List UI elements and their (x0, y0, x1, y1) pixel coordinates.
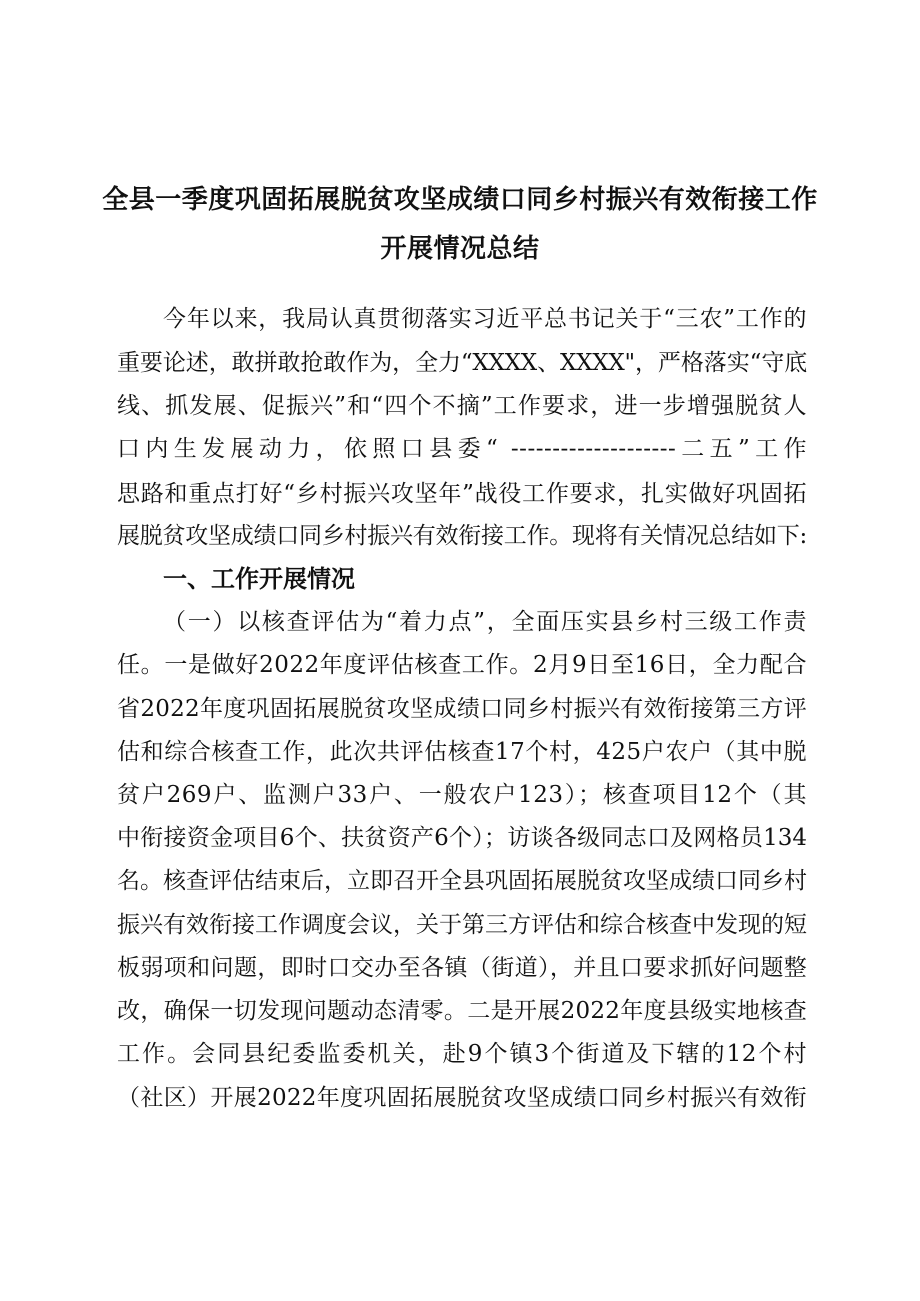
paragraph-2-line-7: 名。核查评估结束后，立即召开全县巩固拓展脱贫攻坚成绩口同乡村 (117, 868, 807, 894)
paragraph-2-line-8: 振兴有效衔接工作调度会议，关于第三方评估和综合核查中发现的短 (117, 912, 807, 938)
paragraph-2-line-12: （社区）开展2022年度巩固拓展脱贫攻坚成绩口同乡村振兴有效衔 (117, 1085, 807, 1111)
paragraph-1-line-5: 思路和重点打好“乡村振兴攻坚年”战役工作要求，扎实做好巩固拓 (117, 481, 807, 507)
paragraph-2-line-1: （一）以核查评估为“着力点”，全面压实县乡村三级工作责 (163, 609, 807, 635)
paragraph-1-line-4: 口内生发展动力，依照口县委“ --------------------二五”工作 (117, 436, 807, 462)
paragraph-2-line-10: 改，确保一切发现问题动态清零。二是开展2022年度县级实地核查 (117, 998, 807, 1024)
paragraph-1-line-3: 线、抓发展、促振兴”和“四个不摘”工作要求，进一步增强脱贫人 (117, 393, 807, 419)
paragraph-2-line-4: 估和综合核查工作，此次共评估核查17个村，425户农户（其中脱 (117, 739, 807, 765)
paragraph-2-line-11: 工作。会同县纪委监委机关，赴9个镇3个街道及下辖的12个村 (117, 1041, 807, 1067)
paragraph-1-line-2: 重要论述，敢拼敢抢敢作为，全力“XXXX、XXXX"，严格落实“守底 (117, 350, 807, 376)
paragraph-2-line-6: 中衔接资金项目6个、扶贫资产6个）；访谈各级同志口及网格员134 (117, 825, 807, 851)
paragraph-2-line-2: 任。一是做好2022年度评估核查工作。2月9日至16日，全力配合 (117, 652, 807, 678)
section-heading-1: 一、工作开展情况 (163, 565, 355, 593)
paragraph-1-line-6: 展脱贫攻坚成绩口同乡村振兴有效衔接工作。现将有关情况总结如下: (117, 523, 807, 549)
document-title-line-2: 开展情况总结 (380, 234, 540, 264)
document-title-line-1: 全县一季度巩固拓展脱贫攻坚成绩口同乡村振兴有效衔接工作 (102, 185, 818, 215)
paragraph-1-line-1: 今年以来，我局认真贯彻落实习近平总书记关于“三农”工作的 (163, 306, 807, 332)
paragraph-2-line-5: 贫户269户、监测户33户、一般农户123）；核查项目12个（其 (117, 782, 807, 808)
paragraph-2-line-3: 省2022年度巩固拓展脱贫攻坚成绩口同乡村振兴有效衔接第三方评 (117, 696, 807, 722)
paragraph-2-line-9: 板弱项和问题，即时口交办至各镇（街道），并且口要求抓好问题整 (117, 955, 807, 981)
